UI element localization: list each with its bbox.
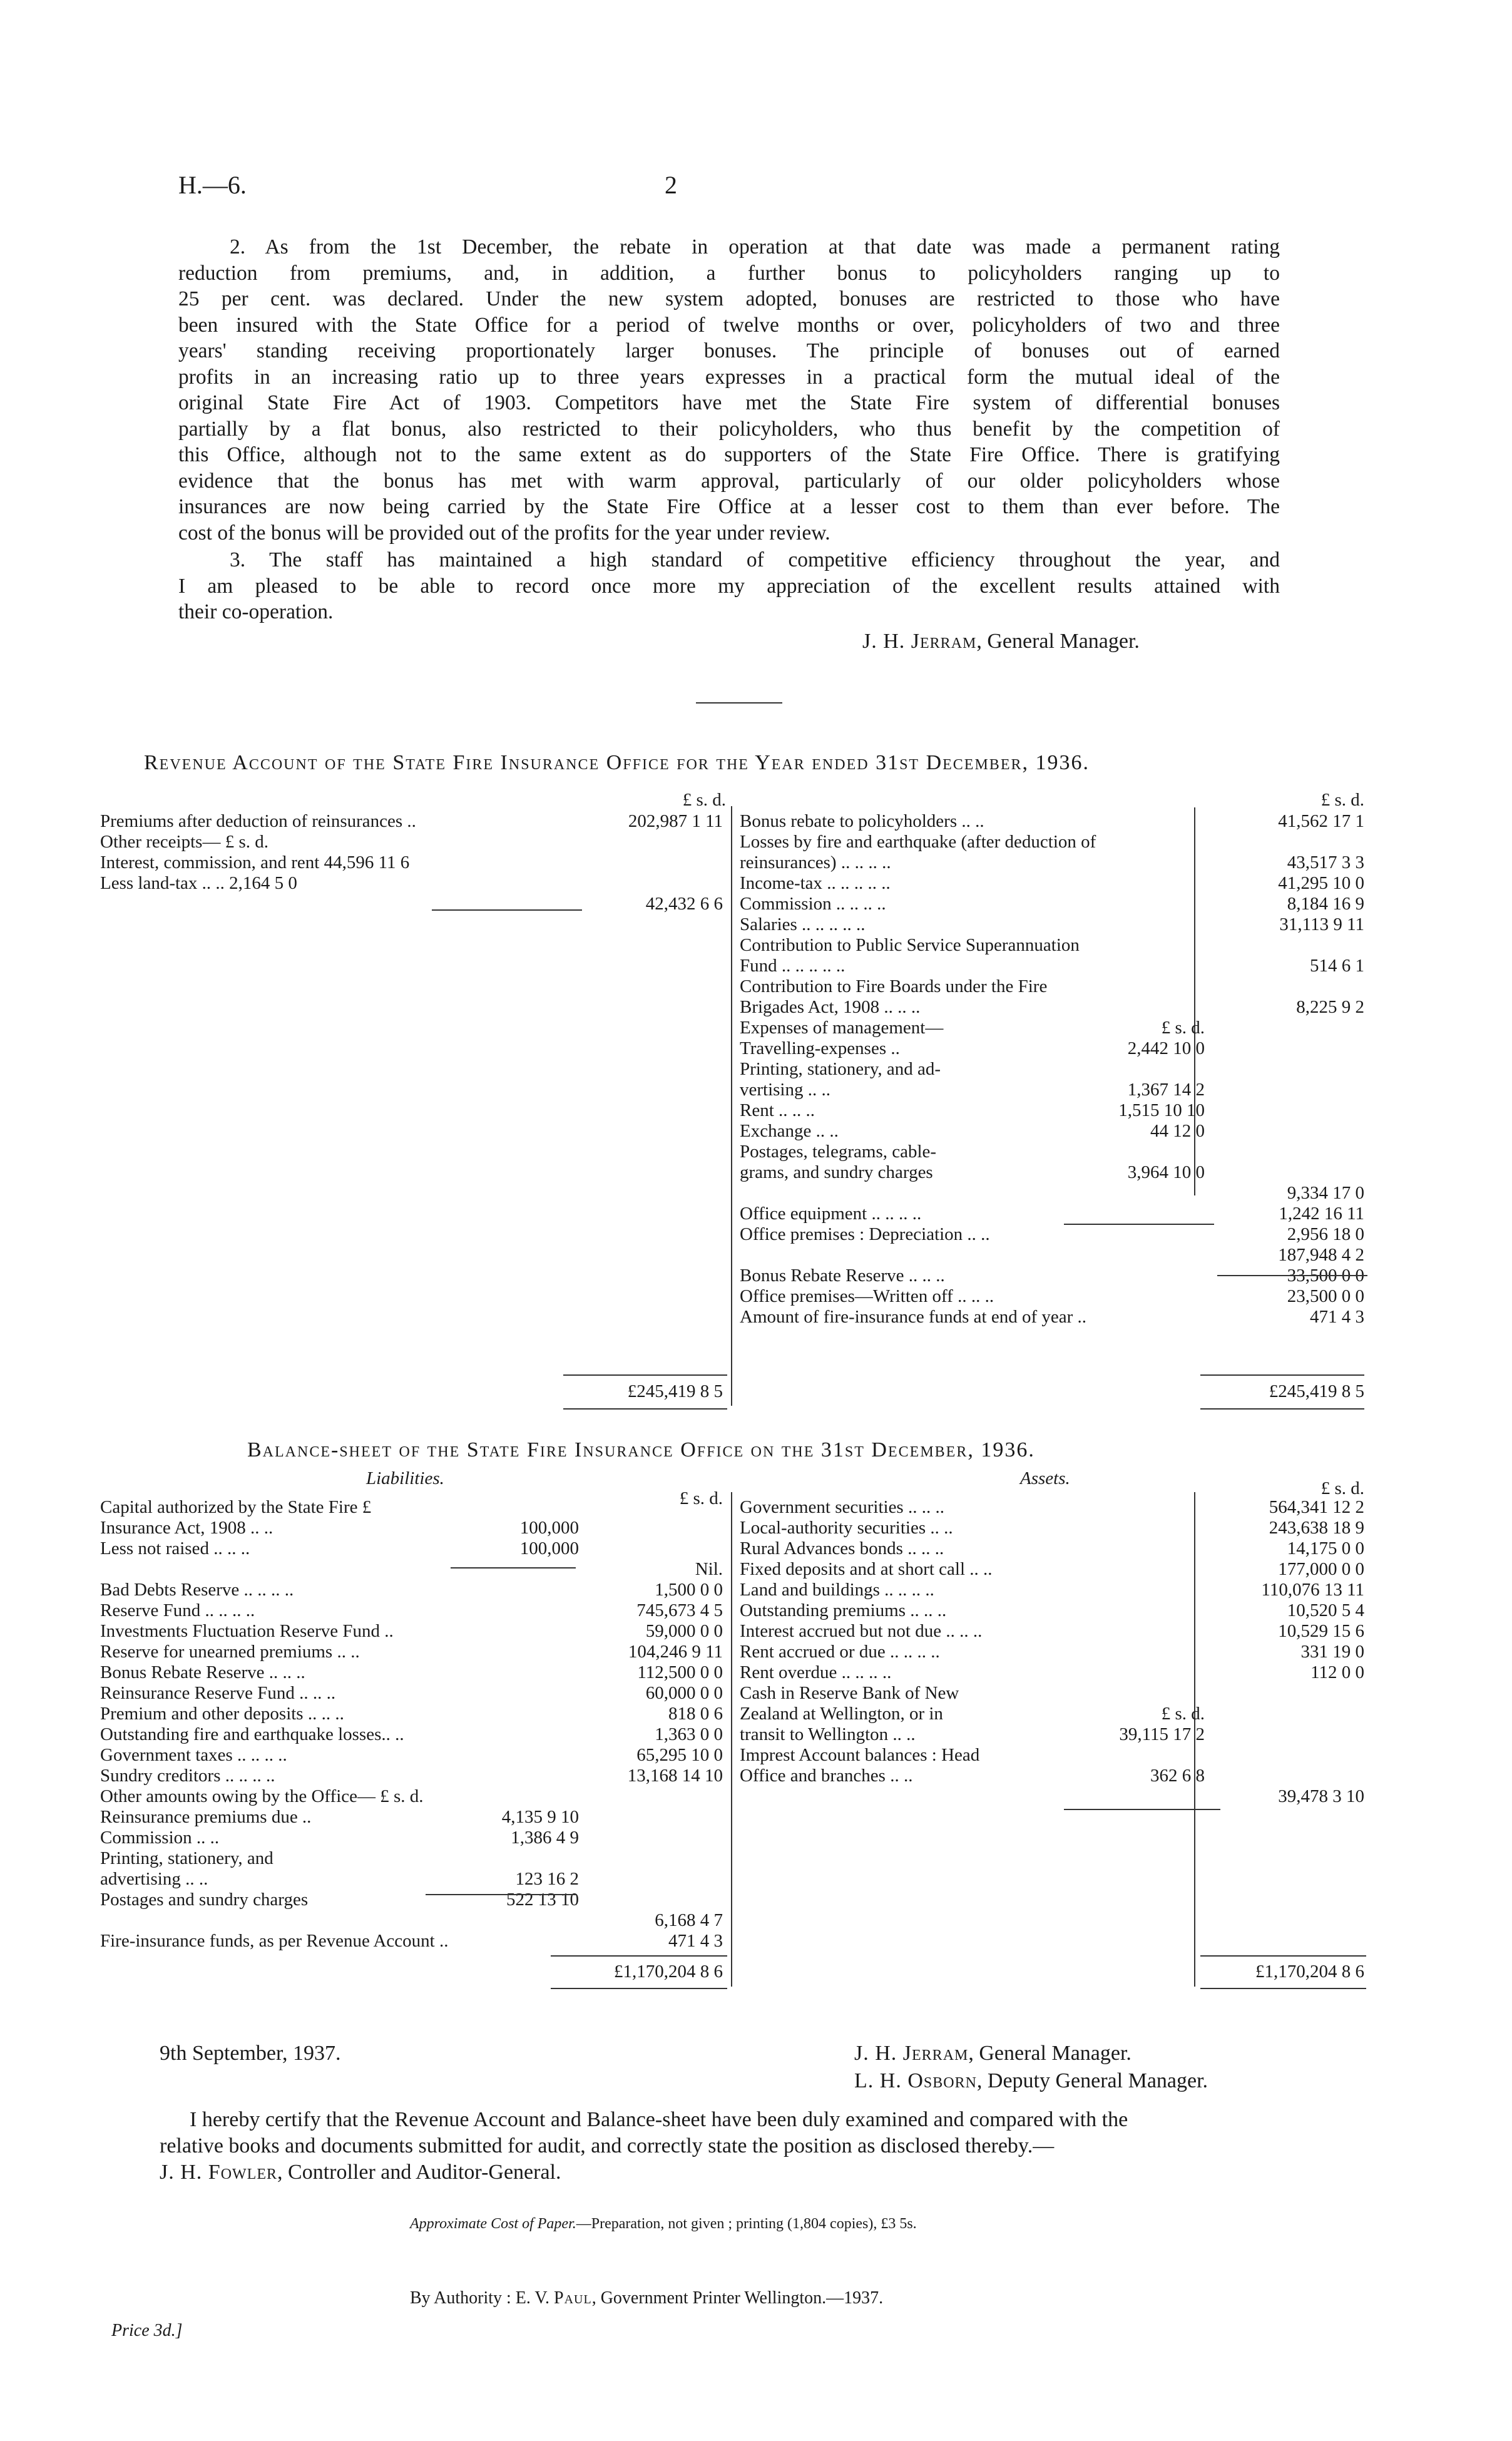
paragraph-line: evidence that the bonus has met with warm approval, particularly of our older policyholders whose xyxy=(178,469,1280,493)
revenue-expense-row-label: Bonus Rebate Reserve .. .. .. xyxy=(740,1266,945,1286)
paragraph-line: been insured with the State Office for a period of twelve months or over, policyholders of two and three xyxy=(178,313,1280,337)
other-owing-rule xyxy=(426,1894,576,1895)
revenue-expense-row-subamount: 3,964 10 0 xyxy=(1127,1162,1205,1182)
liability-row-label: Government taxes .. .. .. .. xyxy=(100,1745,287,1765)
revenue-expense-row-subamount: 2,442 10 0 xyxy=(1127,1038,1205,1058)
liability-row-label: Reinsurance Reserve Fund .. .. .. xyxy=(100,1683,336,1703)
asset-row-amount: 110,076 13 11 xyxy=(1261,1580,1364,1600)
liability-row-subamount: 100,000 xyxy=(519,1518,579,1538)
liability-row-label: Investments Fluctuation Reserve Fund .. xyxy=(100,1621,394,1641)
liability-row-label: Reserve for unearned premiums .. .. xyxy=(100,1642,360,1662)
paragraph-line: partially by a flat bonus, also restricted to their policyholders, who thus benefit by the competition of xyxy=(178,417,1280,441)
authority-prefix: By Authority : E. V. xyxy=(410,2288,554,2308)
paragraph-line: insurances are now being carried by the State Fire Office at a lesser cost to them than ever before. The xyxy=(178,495,1280,518)
revenue-expense-row-label: Expenses of management— xyxy=(740,1018,944,1038)
balance-total-assets: £1,170,204 8 6 xyxy=(1255,1962,1364,1982)
asset-row-amount: 39,478 3 10 xyxy=(1278,1786,1364,1806)
revenue-income-row-amount: 202,987 1 11 xyxy=(628,811,723,831)
asset-row-amount: 564,341 12 2 xyxy=(1269,1497,1364,1517)
revenue-expense-row-label: Rent .. .. .. xyxy=(740,1100,815,1120)
revenue-total-underline-right xyxy=(1200,1408,1364,1410)
cost-note-label: Approximate Cost of Paper. xyxy=(410,2216,576,2232)
balance-total-underline-right xyxy=(1200,1988,1366,1989)
signature-dgm-title: , Deputy General Manager. xyxy=(976,2069,1208,2092)
signature-name: J. H. Jerram xyxy=(862,630,977,653)
liability-row-label: Premium and other deposits .. .. .. xyxy=(100,1704,344,1724)
cost-note xyxy=(410,2216,917,2233)
revenue-expense-row-label: Salaries .. .. .. .. .. xyxy=(740,914,866,934)
revenue-left-rule xyxy=(432,909,582,911)
liability-row-amount: 1,500 0 0 xyxy=(655,1580,723,1600)
liability-row-subamount: 1,386 4 9 xyxy=(511,1828,579,1848)
assets-heading: Assets. xyxy=(1020,1468,1070,1488)
revenue-expense-row-amount: 9,334 17 0 xyxy=(1287,1183,1364,1203)
revenue-expense-row-subamount: 44 12 0 xyxy=(1150,1121,1205,1141)
asset-row-label: transit to Wellington .. .. xyxy=(740,1724,916,1744)
asset-row-subamount: £ s. d. xyxy=(1161,1704,1205,1724)
paragraph-line: 25 per cent. was declared. Under the new system adopted, bonuses are restricted to those who have xyxy=(178,287,1280,310)
revenue-expense-row-amount: 41,295 10 0 xyxy=(1278,873,1364,893)
revenue-center-rule xyxy=(731,806,732,1406)
revenue-expense-row-amount: 8,184 16 9 xyxy=(1287,894,1364,914)
paragraph-line: 3. The staff has maintained a high standard of competitive efficiency throughout the year, and xyxy=(230,548,1280,571)
revenue-expense-row-amount: 8,225 9 2 xyxy=(1296,997,1364,1017)
revenue-expense-row-subamount: 1,515 10 10 xyxy=(1118,1100,1205,1120)
liability-row-label: Bonus Rebate Reserve .. .. .. xyxy=(100,1662,305,1682)
revenue-expense-row-amount: 41,562 17 1 xyxy=(1278,811,1364,831)
liability-row-amount: 13,168 14 10 xyxy=(627,1766,723,1786)
revenue-expense-row-label: Postages, telegrams, cable- xyxy=(740,1142,937,1162)
revenue-expense-row-label: Office premises : Depreciation .. .. xyxy=(740,1224,990,1244)
printer-authority xyxy=(410,2288,883,2308)
revenue-expense-row-label: Travelling-expenses .. xyxy=(740,1038,900,1058)
asset-row-label: Imprest Account balances : Head xyxy=(740,1745,980,1765)
paragraph-line: years' standing receiving proportionately larger bonuses. The principle of bonuses out of earned xyxy=(178,339,1280,362)
asset-row-label: Cash in Reserve Bank of New xyxy=(740,1683,959,1703)
paragraph-3 xyxy=(178,547,1280,625)
revenue-income-row-label: Other receipts— £ s. d. xyxy=(100,832,268,852)
capital-rule xyxy=(451,1567,576,1568)
liability-row-subamount: 123 16 2 xyxy=(515,1869,579,1889)
assets-currency-header: £ s. d. xyxy=(1320,1478,1364,1498)
asset-row-label: Local-authority securities .. .. xyxy=(740,1518,953,1538)
liability-row-amount: 1,363 0 0 xyxy=(655,1724,723,1744)
asset-row-label: Rent accrued or due .. .. .. .. xyxy=(740,1642,940,1662)
liability-row-subamount: 522 13 10 xyxy=(506,1890,579,1910)
revenue-expense-row-label: Printing, stationery, and ad- xyxy=(740,1059,941,1079)
signature-gm xyxy=(854,2042,1131,2065)
revenue-expense-row-amount: 33,500 0 0 xyxy=(1287,1266,1364,1286)
revenue-title: Revenue Account of the State Fire Insurance Office for the Year ended 31st December, 1936. xyxy=(144,751,1090,774)
revenue-expense-row-label: Fund .. .. .. .. .. xyxy=(740,956,845,976)
liability-row-amount: 6,168 4 7 xyxy=(655,1910,723,1930)
auditor-certificate xyxy=(160,2107,1367,2186)
liability-row-label: Postages and sundry charges xyxy=(100,1890,309,1910)
revenue-expense-row-label: Exchange .. .. xyxy=(740,1121,839,1141)
liability-row-label: Insurance Act, 1908 .. .. xyxy=(100,1518,273,1538)
document-code: H.—6. xyxy=(178,171,247,199)
paragraph-line: profits in an increasing ratio up to three years expresses in a practical form the mutual ideal of the xyxy=(178,365,1280,389)
liability-row-label: Printing, stationery, and xyxy=(100,1848,273,1868)
liability-row-label: Other amounts owing by the Office— £ s. d. xyxy=(100,1786,424,1806)
balance-total-underline-left xyxy=(551,1988,727,1989)
liability-row-amount: Nil. xyxy=(695,1559,723,1579)
revenue-total-left: £245,419 8 5 xyxy=(627,1381,723,1401)
revenue-expense-row-label: Income-tax .. .. .. .. .. xyxy=(740,873,891,893)
liability-row-label: advertising .. .. xyxy=(100,1869,208,1889)
liability-row-amount: 65,295 10 0 xyxy=(636,1745,723,1765)
asset-row-amount: 112 0 0 xyxy=(1310,1662,1364,1682)
signature-dgm-name: L. H. Osborn xyxy=(854,2069,977,2092)
liability-row-amount: 471 4 3 xyxy=(668,1931,723,1951)
balance-center-rule xyxy=(731,1492,732,1987)
authority-suffix: , Government Printer Wellington.—1937. xyxy=(591,2288,884,2308)
revenue-expense-row-subamount: £ s. d. xyxy=(1161,1018,1205,1038)
revenue-expense-row-label: Brigades Act, 1908 .. .. .. xyxy=(740,997,921,1017)
liability-row-label: Capital authorized by the State Fire £ xyxy=(100,1497,372,1517)
revenue-expense-row-label: Losses by fire and earthquake (after deduction of xyxy=(740,832,1096,852)
asset-row-amount: 177,000 0 0 xyxy=(1278,1559,1364,1579)
liability-row-amount: 104,246 9 11 xyxy=(628,1642,723,1662)
asset-row-label: Interest accrued but not due .. .. .. xyxy=(740,1621,983,1641)
balance-total-liabilities: £1,170,204 8 6 xyxy=(614,1962,723,1982)
signature-dgm xyxy=(854,2069,1208,2093)
liability-row-subamount: 100,000 xyxy=(519,1538,579,1558)
asset-row-label: Rural Advances bonds .. .. .. xyxy=(740,1538,944,1558)
liabilities-currency-header: £ s. d. xyxy=(679,1488,723,1508)
asset-row-label: Rent overdue .. .. .. .. xyxy=(740,1662,892,1682)
revenue-expense-row-label: Office premises—Written off .. .. .. xyxy=(740,1286,994,1306)
revenue-left-currency-header: £ s. d. xyxy=(682,790,726,810)
asset-row-subamount: 39,115 17 2 xyxy=(1119,1724,1205,1744)
report-date: 9th September, 1937. xyxy=(160,2042,341,2065)
revenue-income-row-label: Premiums after deduction of reinsurances .. xyxy=(100,811,416,831)
paragraph-2 xyxy=(178,234,1280,546)
balance-title: Balance-sheet of the State Fire Insurance Office on the 31st December, 1936. xyxy=(247,1438,1035,1461)
revenue-expense-row-amount: 471 4 3 xyxy=(1310,1307,1364,1327)
asset-row-label: Outstanding premiums .. .. .. xyxy=(740,1600,947,1620)
asset-row-label: Fixed deposits and at short call .. .. xyxy=(740,1559,993,1579)
asset-row-amount: 331 19 0 xyxy=(1300,1642,1364,1662)
revenue-expense-row-amount: 43,517 3 3 xyxy=(1287,852,1364,873)
asset-row-amount: 243,638 18 9 xyxy=(1269,1518,1364,1538)
revenue-right-rule-2 xyxy=(1217,1275,1367,1276)
paragraph-line: this Office, although not to the same extent as do supporters of the State Fire Office. There is gratifying xyxy=(178,443,1280,466)
paragraph-line: original State Fire Act of 1903. Competitors have met the State Fire system of differential bonuses xyxy=(178,391,1280,414)
revenue-expense-row-label: Contribution to Public Service Superannuation xyxy=(740,935,1080,955)
liability-row-label: Reinsurance premiums due .. xyxy=(100,1807,312,1827)
revenue-total-underline-left xyxy=(563,1408,727,1410)
asset-row-label: Land and buildings .. .. .. .. xyxy=(740,1580,934,1600)
liability-row-amount: 60,000 0 0 xyxy=(645,1683,723,1703)
paragraph-line: 2. As from the 1st December, the rebate in operation at that date was made a permanent rating xyxy=(230,235,1280,258)
liability-row-subamount: 4,135 9 10 xyxy=(501,1807,579,1827)
auditor-name: J. H. Fowler xyxy=(160,2161,278,2184)
revenue-sub-rule xyxy=(1064,1224,1214,1225)
liability-row-amount: 745,673 4 5 xyxy=(636,1600,723,1620)
signature-gm-name: J. H. Jerram xyxy=(854,2042,969,2065)
revenue-expense-row-amount: 187,948 4 2 xyxy=(1278,1245,1364,1265)
cost-note-text: —Preparation, not given ; printing (1,804 copies), £3 5s. xyxy=(576,2216,917,2232)
revenue-income-row-label: Less land-tax .. .. 2,164 5 0 xyxy=(100,873,297,893)
assets-sub-rule xyxy=(1064,1809,1220,1810)
liability-row-label: Outstanding fire and earthquake losses.. .. xyxy=(100,1724,404,1744)
liability-row-amount: 112,500 0 0 xyxy=(637,1662,723,1682)
section-divider xyxy=(696,702,782,704)
paragraph-line: I am pleased to be able to record once more my appreciation of the excellent results attained with xyxy=(178,574,1280,598)
asset-row-subamount: 362 6 8 xyxy=(1150,1766,1205,1786)
liability-row-label: Reserve Fund .. .. .. .. xyxy=(100,1600,255,1620)
liability-row-label: Less not raised .. .. .. xyxy=(100,1538,250,1558)
revenue-total-right: £245,419 8 5 xyxy=(1269,1381,1364,1401)
asset-row-amount: 10,529 15 6 xyxy=(1278,1621,1364,1641)
auditor-signature xyxy=(160,2159,1367,2186)
liability-row-label: Sundry creditors .. .. .. .. xyxy=(100,1766,275,1786)
revenue-expense-row-amount: 1,242 16 11 xyxy=(1279,1204,1364,1224)
auditor-title: , Controller and Auditor-General. xyxy=(277,2161,561,2184)
page-number: 2 xyxy=(665,171,677,199)
asset-row-label: Zealand at Wellington, or in xyxy=(740,1704,943,1724)
revenue-expense-row-amount: 31,113 9 11 xyxy=(1279,914,1364,934)
authority-name: Paul xyxy=(554,2288,592,2308)
revenue-expense-row-label: Bonus rebate to policyholders .. .. xyxy=(740,811,984,831)
revenue-expense-row-label: Contribution to Fire Boards under the Fire xyxy=(740,976,1048,996)
balance-total-rule-left xyxy=(551,1955,727,1957)
liability-row-label: Fire-insurance funds, as per Revenue Account .. xyxy=(100,1931,449,1951)
revenue-expense-row-label: vertising .. .. xyxy=(740,1080,830,1100)
revenue-total-rule-right xyxy=(1200,1374,1364,1376)
revenue-total-rule-left xyxy=(563,1374,727,1376)
asset-row-label: Office and branches .. .. xyxy=(740,1766,913,1786)
revenue-expense-row-subamount: 1,367 14 2 xyxy=(1127,1080,1205,1100)
signature-gm-title: , General Manager. xyxy=(968,2042,1131,2065)
liabilities-heading: Liabilities. xyxy=(366,1468,444,1488)
revenue-expense-row-amount: 2,956 18 0 xyxy=(1287,1224,1364,1244)
asset-row-amount: 14,175 0 0 xyxy=(1287,1538,1364,1558)
revenue-expense-row-label: Commission .. .. .. .. xyxy=(740,894,886,914)
liability-row-amount: 59,000 0 0 xyxy=(645,1621,723,1641)
liability-row-label: Commission .. .. xyxy=(100,1828,220,1848)
liability-row-amount: 818 0 6 xyxy=(668,1704,723,1724)
revenue-expense-row-label: reinsurances) .. .. .. .. xyxy=(740,852,891,873)
signature-title: , General Manager. xyxy=(976,630,1140,653)
revenue-expense-row-amount: 514 6 1 xyxy=(1310,956,1364,976)
revenue-expense-row-label: grams, and sundry charges xyxy=(740,1162,933,1182)
manager-signature xyxy=(862,630,1140,653)
revenue-income-row-label: Interest, commission, and rent 44,596 11 6 xyxy=(100,852,410,873)
revenue-expense-row-amount: 23,500 0 0 xyxy=(1287,1286,1364,1306)
revenue-expense-row-label: Office equipment .. .. .. .. xyxy=(740,1204,922,1224)
price-note: Price 3d.] xyxy=(111,2321,183,2340)
revenue-expense-row-label: Amount of fire-insurance funds at end of year .. xyxy=(740,1307,1087,1327)
revenue-income-row-amount: 42,432 6 6 xyxy=(645,894,723,914)
paragraph-line: reduction from premiums, and, in addition, a further bonus to policyholders ranging up to xyxy=(178,261,1280,285)
asset-row-amount: 10,520 5 4 xyxy=(1287,1600,1364,1620)
paragraph-line: their co-operation. xyxy=(178,600,334,623)
paragraph-line: cost of the bonus will be provided out of the profits for the year under review. xyxy=(178,521,830,545)
certificate-line-1: I hereby certify that the Revenue Account and Balance-sheet have been duly examined and compared with the xyxy=(190,2108,1128,2131)
certificate-line-2: relative books and documents submitted for audit, and correctly state the position as disclosed thereby.— xyxy=(160,2134,1055,2157)
liability-row-label: Bad Debts Reserve .. .. .. .. xyxy=(100,1580,294,1600)
balance-total-rule-right xyxy=(1200,1955,1366,1957)
asset-row-label: Government securities .. .. .. xyxy=(740,1497,944,1517)
revenue-right-currency-header: £ s. d. xyxy=(1320,790,1364,810)
